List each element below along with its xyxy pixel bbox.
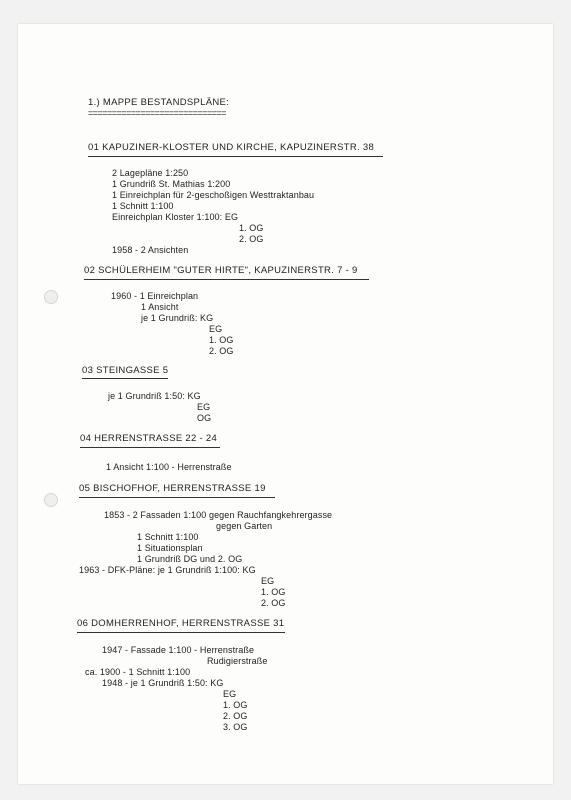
list-item: ca. 1900 - 1 Schnitt 1:100 (85, 667, 191, 677)
section-underline (79, 497, 275, 498)
list-item: 1. OG (239, 223, 264, 233)
list-item: 1 Grundriß St. Mathias 1:200 (112, 179, 231, 189)
section-underline (82, 378, 168, 379)
list-item: 1 Grundriß DG und 2. OG (137, 554, 243, 564)
list-item: 2. OG (261, 598, 286, 608)
list-item: Einreichplan Kloster 1:100: EG (112, 212, 239, 222)
punch-hole (44, 493, 58, 507)
list-item: 1853 - 2 Fassaden 1:100 gegen Rauchfangkehrergasse (104, 510, 333, 520)
list-item: 1. OG (261, 587, 286, 597)
section-underline (77, 632, 285, 633)
list-item: je 1 Grundriß: KG (141, 313, 214, 323)
section-heading-04: 04 HERRENSTRASSE 22 - 24 (80, 433, 218, 444)
list-item: EG (223, 689, 237, 699)
list-item: 2 Lagepläne 1:250 (112, 168, 189, 178)
section-underline (84, 279, 369, 280)
list-item: 1958 - 2 Ansichten (112, 245, 189, 255)
list-item: OG (197, 413, 212, 423)
list-item: 3. OG (223, 722, 248, 732)
list-item: 1947 - Fassade 1:100 - Herrenstraße (102, 645, 255, 655)
list-item: 1963 - DFK-Pläne: je 1 Grundriß 1:100: KG (79, 565, 256, 575)
list-item: 2. OG (223, 711, 248, 721)
list-item: 1948 - je 1 Grundriß 1:50: KG (102, 678, 224, 688)
list-item: 1 Schnitt 1:100 (112, 201, 174, 211)
list-item: EG (197, 402, 211, 412)
list-item: EG (209, 324, 223, 334)
list-item: 1. OG (223, 700, 248, 710)
list-item: 1960 - 1 Einreichplan (111, 291, 199, 301)
list-item: 1 Ansicht (141, 302, 179, 312)
list-item: 2. OG (239, 234, 264, 244)
section-heading-02: 02 SCHÜLERHEIM "GUTER HIRTE", KAPUZINERSTR. 7 - 9 (84, 265, 358, 276)
section-underline (80, 447, 220, 448)
list-item: 1. OG (209, 335, 234, 345)
list-item: Rudigierstraße (207, 656, 268, 666)
list-item: 1 Einreichplan für 2-geschoßigen Westtraktanbau (112, 190, 315, 200)
list-item: 1 Schnitt 1:100 (137, 532, 199, 542)
punch-hole (44, 290, 58, 304)
page-title: 1.) MAPPE BESTANDSPLÄNE: (88, 97, 230, 108)
list-item: je 1 Grundriß 1:50: KG (108, 391, 201, 401)
list-item: 1 Ansicht 1:100 - Herrenstraße (106, 462, 232, 472)
section-heading-03: 03 STEINGASSE 5 (82, 365, 169, 376)
list-item: 1 Situationsplan (137, 543, 203, 553)
title-double-underline: ============================= (88, 110, 226, 116)
list-item: 2. OG (209, 346, 234, 356)
section-heading-05: 05 BISCHOFHOF, HERRENSTRASSE 19 (79, 483, 266, 494)
list-item: EG (261, 576, 275, 586)
section-heading-01: 01 KAPUZINER-KLOSTER UND KIRCHE, KAPUZINERSTR. 38 (88, 142, 375, 153)
section-heading-06: 06 DOMHERRENHOF, HERRENSTRASSE 31 (77, 618, 285, 629)
list-item: gegen Garten (216, 521, 273, 531)
section-underline (88, 156, 383, 157)
